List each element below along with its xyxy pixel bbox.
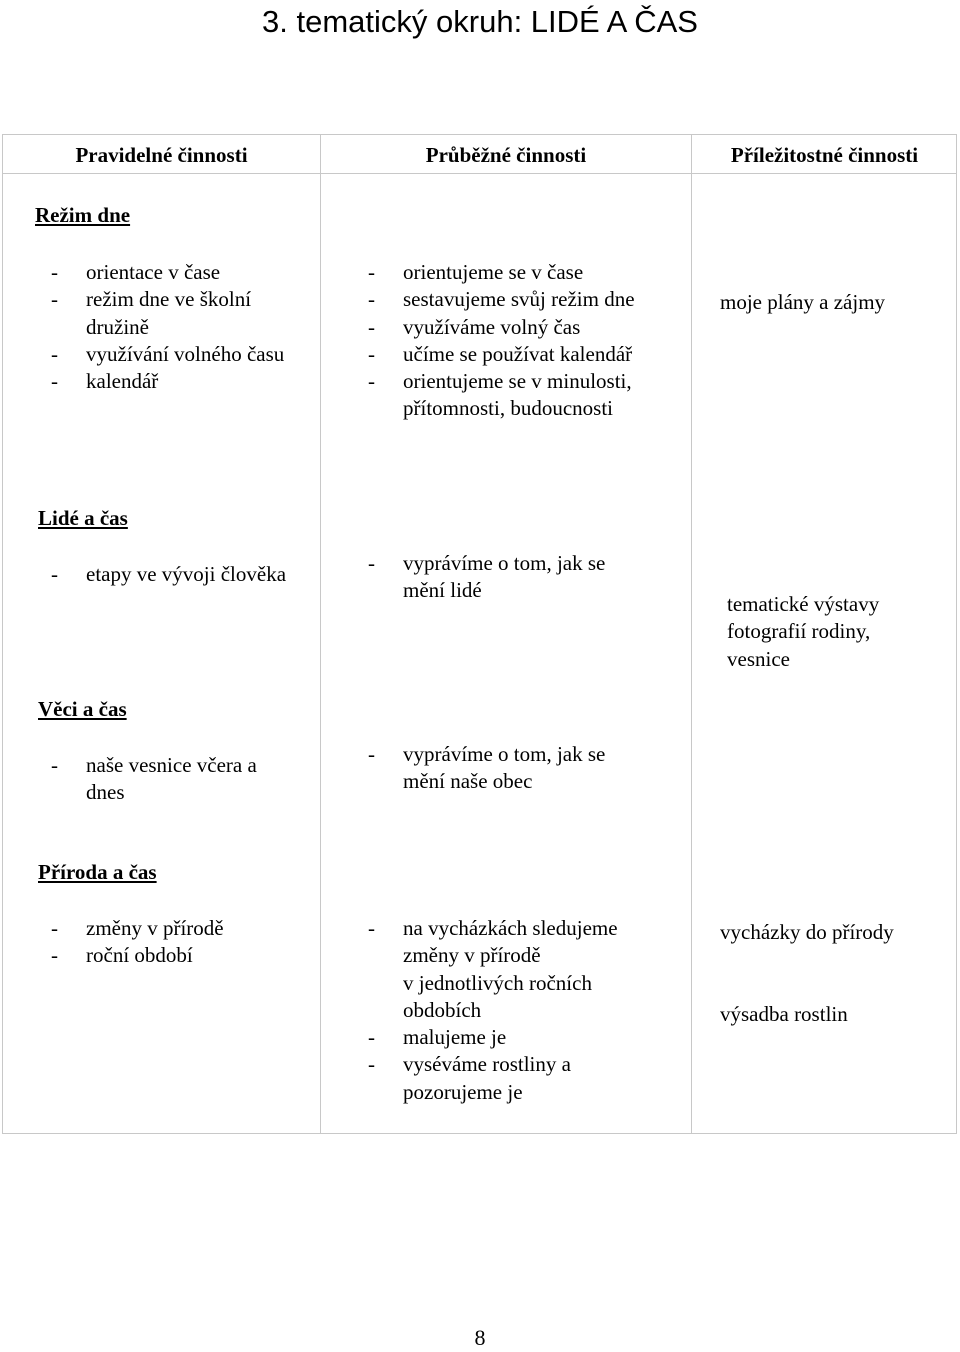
list-item: - na vycházkách sledujeme	[368, 915, 688, 942]
list-item: - sestavujeme svůj režim dne	[368, 286, 688, 313]
list-item: - vyséváme rostliny a	[368, 1051, 688, 1078]
text-line: fotografií rodiny,	[727, 619, 871, 644]
list-item: - roční období	[51, 942, 319, 969]
veci-regular-list	[51, 752, 319, 807]
section-heading-priroda-a-cas: Příroda a čas	[38, 860, 157, 884]
list-item: - změny v přírodě	[51, 915, 319, 942]
list-item: pozorujeme je	[403, 1079, 523, 1104]
list-item: - učíme se používat kalendář	[368, 341, 688, 368]
list-item: - kalendář	[51, 368, 319, 395]
page-title: 3. tematický okruh: LIDÉ A ČAS	[262, 4, 698, 39]
priroda-occasional-item: vycházky do přírody	[720, 920, 894, 944]
lide-regular-list	[51, 561, 319, 588]
list-item: - orientace v čase	[51, 259, 319, 286]
column-divider	[691, 135, 692, 1133]
list-item: mění lidé	[403, 578, 482, 603]
rezim-occasional-text: moje plány a zájmy	[720, 290, 886, 314]
list-item: - malujeme je	[368, 1024, 688, 1051]
section-heading-rezim-dne: Režim dne	[35, 203, 131, 227]
list-item: - orientujeme se v čase	[368, 259, 688, 286]
rezim-ongoing-list	[368, 259, 688, 423]
list-item: - režim dne ve školní	[51, 286, 319, 313]
activities-table	[2, 134, 957, 1134]
column-divider	[320, 135, 321, 1133]
priroda-occasional-item: výsadba rostlin	[720, 1002, 848, 1026]
veci-ongoing-list	[368, 741, 688, 796]
list-item: - vyprávíme o tom, jak se	[368, 741, 688, 768]
section-heading-veci-a-cas: Věci a čas	[38, 697, 127, 721]
list-item: - využívání volného času	[51, 341, 319, 368]
list-item: mění naše obec	[403, 769, 533, 794]
text-line: vesnice	[727, 646, 790, 671]
list-item: - vyprávíme o tom, jak se	[368, 550, 688, 577]
page-number: 8	[474, 1325, 486, 1350]
list-item: v jednotlivých ročních	[403, 970, 592, 995]
rezim-regular-list	[51, 259, 319, 395]
section-heading-lide-a-cas: Lidé a čas	[38, 506, 128, 530]
priroda-regular-list	[51, 915, 319, 970]
list-item: změny v přírodě	[403, 943, 541, 968]
header-regular: Pravidelné činnosti	[75, 143, 248, 167]
list-item: - naše vesnice včera a	[51, 752, 319, 779]
list-item: obdobích	[403, 997, 482, 1022]
list-item: přítomnosti, budoucnosti	[403, 396, 613, 421]
header-ongoing: Průběžné činnosti	[425, 143, 587, 167]
list-item: - orientujeme se v minulosti,	[368, 368, 688, 395]
lide-occasional-text	[727, 591, 879, 673]
list-item: družině	[86, 314, 149, 339]
priroda-ongoing-list	[368, 915, 688, 1106]
list-item: - využíváme volný čas	[368, 314, 688, 341]
list-item: - etapy ve vývoji člověka	[51, 561, 319, 588]
text-line: tematické výstavy	[727, 592, 880, 616]
list-item: dnes	[86, 780, 125, 805]
lide-ongoing-list	[368, 550, 688, 605]
header-occasional: Příležitostné činnosti	[730, 143, 919, 167]
